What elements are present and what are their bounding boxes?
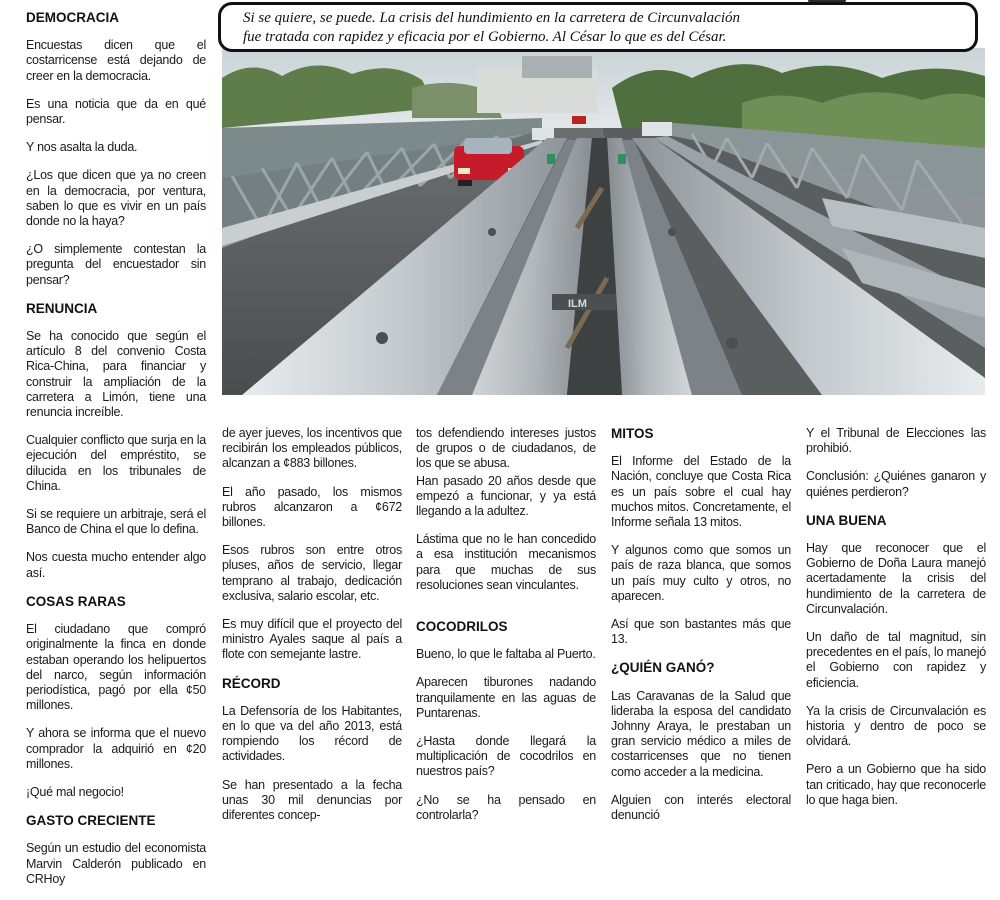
column-left xyxy=(26,10,206,900)
paragraph: ¿Hasta donde llegará la multiplicación de cocodrilos en nuestros país? xyxy=(416,734,596,779)
paragraph: Es una noticia que da en qué pensar. xyxy=(26,96,206,127)
heading-cocodrilos: COCODRILOS xyxy=(416,619,508,635)
paragraph: Ya la crisis de Circunvalación es historia y dentro de poco se olvidará. xyxy=(806,703,986,749)
heading-renuncia: RENUNCIA xyxy=(26,300,98,316)
paragraph: Se han presentado a la fecha unas 30 mil denuncias por diferentes concep- xyxy=(222,777,402,823)
column-3 xyxy=(611,426,791,836)
paragraph: Y nos asalta la duda. xyxy=(26,140,138,155)
paragraph: Es muy difícil que el proyecto del ministro Ayales saque al país a flote con semejante lastre. xyxy=(222,617,402,662)
paragraph: Y algunos como que somos un país de raza blanca, que somos un país muy culto y otros, no aparecen. xyxy=(611,543,791,603)
caption-line-2: fue tratada con rapidez y eficacia por el Gobierno. Al César lo que es del César. xyxy=(243,29,727,45)
heading-record: RÉCORD xyxy=(222,675,281,691)
paragraph: Nos cuesta mucho entender algo así. xyxy=(26,550,206,580)
heading-gasto-creciente: GASTO CRECIENTE xyxy=(26,813,156,829)
paragraph: Han pasado 20 años desde que empezó a funcionar, y ya está llegando a la adultez. xyxy=(416,473,596,519)
paragraph: Así que son bastantes más que 13. xyxy=(611,617,791,647)
bridge-photo xyxy=(222,48,985,395)
heading-una-buena: UNA BUENA xyxy=(806,512,887,528)
paragraph: Aparecen tiburones nadando tranquilamente en las aguas de Puntarenas. xyxy=(416,675,596,720)
paragraph: Un daño de tal magnitud, sin precedentes en el país, lo manejó el Gobierno con rapidez y eficiencia. xyxy=(806,630,986,690)
paragraph: Esos rubros son entre otros pluses, años de servicio, llegar temprano al trabajo, dedicación exclusiva, salario escolar, etc. xyxy=(222,543,402,603)
paragraph: El año pasado, los mismos rubros alcanzaron a ¢672 billones. xyxy=(222,484,402,530)
paragraph: Hay que reconocer que el Gobierno de Doña Laura manejó acertadamente la crisis del hundimiento de la carretera de Circunvalación. xyxy=(806,541,986,616)
paragraph: Conclusión: ¿Quiénes ganaron y quiénes perdieron? xyxy=(806,469,986,499)
paragraph: Lástima que no le han concedido a esa institución mecanismos para que muchas de sus resoluciones sean vinculantes. xyxy=(416,532,596,592)
heading-democracia: DEMOCRACIA xyxy=(26,10,119,25)
heading-mitos: MITOS xyxy=(611,426,654,441)
column-1 xyxy=(222,426,402,836)
paragraph: El Informe del Estado de la Nación, concluye que Costa Rica es un país sobre el cual hay muchos mitos. Concretamente, el Informe señala 13 mitos. xyxy=(611,454,791,530)
paragraph: ¡Qué mal negocio! xyxy=(26,784,124,799)
paragraph: de ayer jueves, los incentivos que recibirán los empleados públicos, alcanzan a ¢883 billones. xyxy=(222,426,402,471)
paragraph: Y el Tribunal de Elecciones las prohibió. xyxy=(806,426,986,456)
paragraph: ¿Los que dicen que ya no creen en la democracia, por ventura, saben lo que es vivir en un país donde no la haya? xyxy=(26,168,206,229)
paragraph: Pero a un Gobierno que ha sido tan criticado, hay que reconocerle lo que haga bien. xyxy=(806,762,986,807)
photo-caption xyxy=(218,2,978,52)
paragraph: ¿No se ha pensado en controlarla? xyxy=(416,792,596,822)
column-4 xyxy=(806,426,986,821)
paragraph: Encuestas dicen que el costarricense está dejando de creer en la democracia. xyxy=(26,38,206,83)
paragraph: Según un estudio del economista Marvin Calderón publicado en CRHoy xyxy=(26,841,206,886)
bridge-sign: ILM xyxy=(568,298,587,310)
column-2 xyxy=(416,426,596,836)
paragraph: Bueno, lo que le faltaba al Puerto. xyxy=(416,647,596,662)
paragraph: Cualquier conflicto que surja en la ejecución del empréstito, se dilucida en los tribunales de China. xyxy=(26,433,206,493)
paragraph: Si se requiere un arbitraje, será el Banco de China el que lo defina. xyxy=(26,507,206,537)
paragraph: Y ahora se informa que el nuevo comprador la adquirió en ¢20 millones. xyxy=(26,726,206,771)
paragraph: Se ha conocido que según el artículo 8 del convenio Costa Rica-China, para financiar y construir la ampliación de la carretera a Limón, tiene una renuncia increíble. xyxy=(26,329,206,420)
paragraph: El ciudadano que compró originalmente la finca en donde estaban operando los helipuertos del narco, según información periodística, pagó por ella ¢50 millones. xyxy=(26,622,206,713)
paragraph: Alguien con interés electoral denunció xyxy=(611,792,791,823)
heading-cosas-raras: COSAS RARAS xyxy=(26,593,126,609)
heading-quien-gano: ¿QUIÉN GANÓ? xyxy=(611,660,715,676)
paragraph: La Defensoría de los Habitantes, en lo que va del año 2013, está rompiendo los récord de actividades. xyxy=(222,703,402,764)
paragraph: tos defendiendo intereses justos de grupos o de ciudadanos, de los que se abusa. xyxy=(416,426,596,471)
paragraph: Las Caravanas de la Salud que lideraba la esposa del candidato Johnny Araya, le prestaban un gran servicio médico a miles de costarricenses que no tienen como acceder a la medicina. xyxy=(611,688,791,779)
paragraph: ¿O simplemente contestan la pregunta del encuestador sin pensar? xyxy=(26,242,206,287)
caption-line-1: Si se quiere, se puede. La crisis del hundimiento en la carretera de Circunvalación xyxy=(243,10,740,26)
